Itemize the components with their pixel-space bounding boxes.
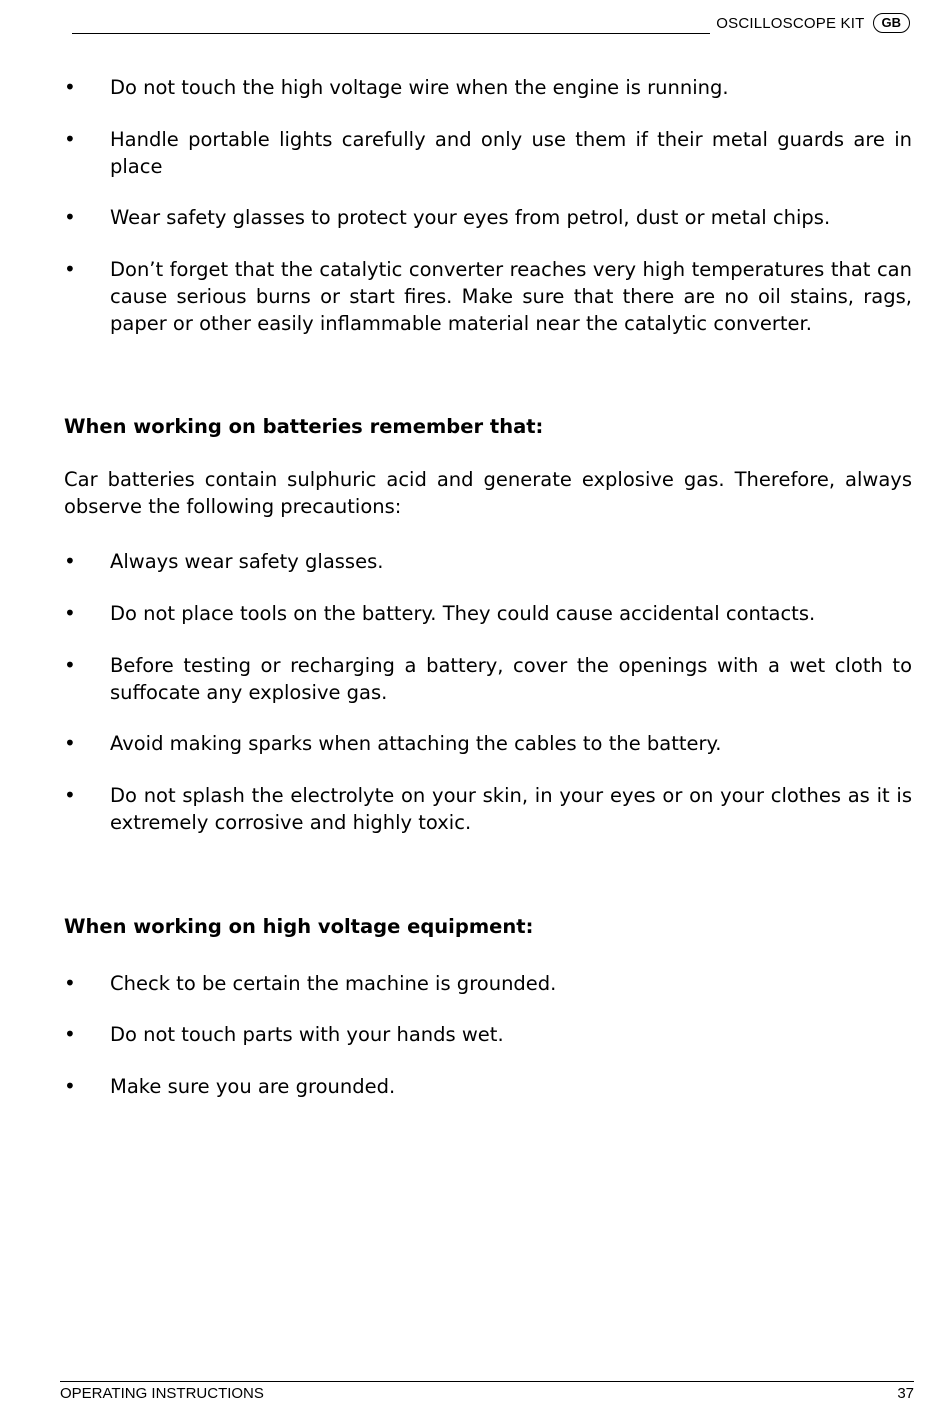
bullet-icon: • — [64, 549, 76, 573]
list-item-text: Check to be certain the machine is grounded. — [110, 972, 557, 995]
bullet-icon: • — [64, 257, 76, 281]
list-item — [64, 652, 912, 706]
bullet-icon: • — [64, 1022, 76, 1046]
list-item — [64, 126, 912, 180]
section-heading-batteries: When working on batteries remember that: — [64, 415, 544, 438]
bullet-icon: • — [64, 205, 76, 229]
footer-section-title: OPERATING INSTRUCTIONS — [60, 1385, 264, 1402]
list-item-text: Don’t forget that the catalytic converter reaches very high temperatures that can cause serious burns or start fires. Make sure that there are no oil stains, rags, paper or other easily inflammable material near the catalytic converter. — [110, 258, 912, 335]
list-item — [64, 782, 912, 836]
list-item-text: Wear safety glasses to protect your eyes from petrol, dust or metal chips. — [110, 206, 831, 229]
header-rule — [72, 13, 710, 34]
section-heading-high-voltage: When working on high voltage equipment: — [64, 915, 534, 938]
page-header — [72, 10, 910, 36]
bullet-icon: • — [64, 127, 76, 151]
page-footer — [60, 1381, 914, 1402]
list-item-text: Do not splash the electrolyte on your skin, in your eyes or on your clothes as it is extremely corrosive and highly toxic. — [110, 784, 912, 834]
list-item — [64, 548, 912, 575]
bullet-icon: • — [64, 731, 76, 755]
list-item-text: Handle portable lights carefully and only use them if their metal guards are in place — [110, 128, 912, 178]
list-item-text: Do not touch parts with your hands wet. — [110, 1023, 504, 1046]
page-number: 37 — [897, 1385, 914, 1402]
list-item-text: Before testing or recharging a battery, cover the openings with a wet cloth to suffocate any explosive gas. — [110, 654, 912, 704]
list-item-text: Do not touch the high voltage wire when the engine is running. — [110, 76, 729, 99]
list-item — [64, 730, 912, 757]
bullet-icon: • — [64, 601, 76, 625]
list-item — [64, 1021, 912, 1048]
bullet-icon: • — [64, 75, 76, 99]
bullet-icon: • — [64, 1074, 76, 1098]
list-item — [64, 204, 912, 231]
bullet-icon: • — [64, 971, 76, 995]
list-item-text: Make sure you are grounded. — [110, 1075, 396, 1098]
list-item-text: Always wear safety glasses. — [110, 550, 384, 573]
list-item-text: Do not place tools on the battery. They could cause accidental contacts. — [110, 602, 816, 625]
list-item — [64, 74, 912, 101]
list-item-text: Avoid making sparks when attaching the cables to the battery. — [110, 732, 722, 755]
header-title: OSCILLOSCOPE KIT — [716, 14, 865, 32]
list-item — [64, 600, 912, 627]
list-item — [64, 1073, 912, 1100]
list-item — [64, 256, 912, 337]
batteries-intro-paragraph: Car batteries contain sulphuric acid and generate explosive gas. Therefore, always observe the following precautions: — [64, 468, 912, 518]
language-badge: GB — [873, 13, 911, 33]
bullet-icon: • — [64, 653, 76, 677]
list-item — [64, 970, 912, 997]
bullet-icon: • — [64, 783, 76, 807]
